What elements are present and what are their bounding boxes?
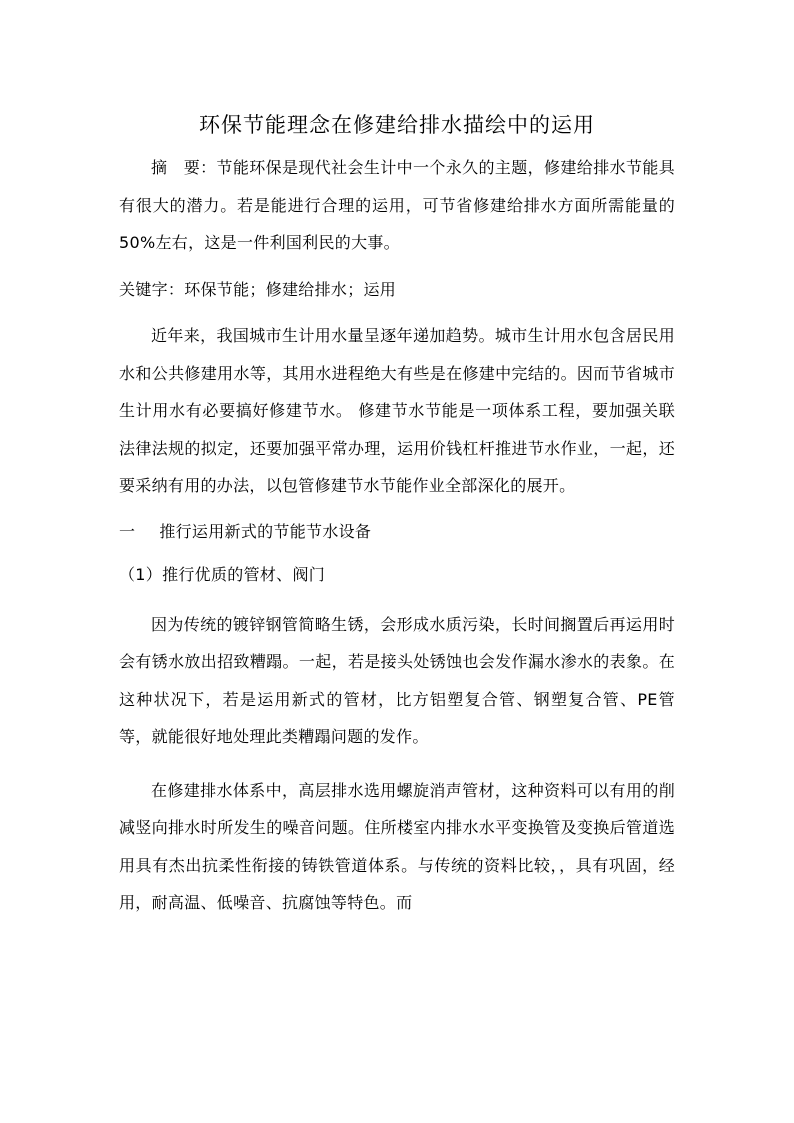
section-title: 推行运用新式的节能节水设备 — [159, 521, 372, 541]
body-paragraph-drainage: 在修建排水体系中，高层排水选用螺旋消声管材，这种资料可以有用的削减竖向排水时所发生的噪音问题。住所楼室内排水水平变换管及变换后管道选用具有杰出抗柔性衔接的铸铁管道体系。与传统的资料比较，，具有巩固，经用，耐高温、低噪音、抗腐蚀等特色。而 — [119, 780, 675, 912]
intro-paragraph: 近年来，我国城市生计用水量呈逐年递加趋势。城市生计用水包含居民用水和公共修建用水等，其用水进程绝大有些是在修建中完结的。因而节省城市生计用水有必要搞好修建节水。 修建节水节能是一项体系工程，要加强关联法律法规的拟定，还要加强平常办理，运用价钱杠杆推进节水作业，一起，还要采纳有用的办法，以包管修建节水节能作业全部深化的展开。 — [119, 326, 675, 495]
section-heading — [119, 513, 675, 551]
abstract-text: 节能环保是现代社会生计中一个永久的主题，修建给排水节能具有很大的潜力。若是能进行合理的运用，可节省修建给排水方面所需能量的50%左右，这是一件利国利民的大事。 — [119, 158, 675, 252]
body-paragraph-pipes: 因为传统的镀锌钢管简略生锈，会形成水质污染，长时间搁置后再运用时会有锈水放出招致糟蹋。一起，若是接头处锈蚀也会发作漏水渗水的表象。在这种状况下，若是运用新式的管材，比方铝塑复合管、钢塑复合管、PE管等，就能很好地处理此类糟蹋问题的发作。 — [119, 614, 675, 746]
keywords-line: 关键字：环保节能；修建给排水；运用 — [119, 279, 397, 299]
abstract-paragraph — [119, 149, 675, 262]
abstract-label: 摘 要： — [151, 158, 217, 177]
document-title: 环保节能理念在修建给排水描绘中的运用 — [199, 113, 595, 137]
subsection-heading: （1）推行优质的管材、阀门 — [119, 565, 326, 584]
document-body — [119, 149, 675, 922]
section-number: 一 — [119, 521, 136, 541]
